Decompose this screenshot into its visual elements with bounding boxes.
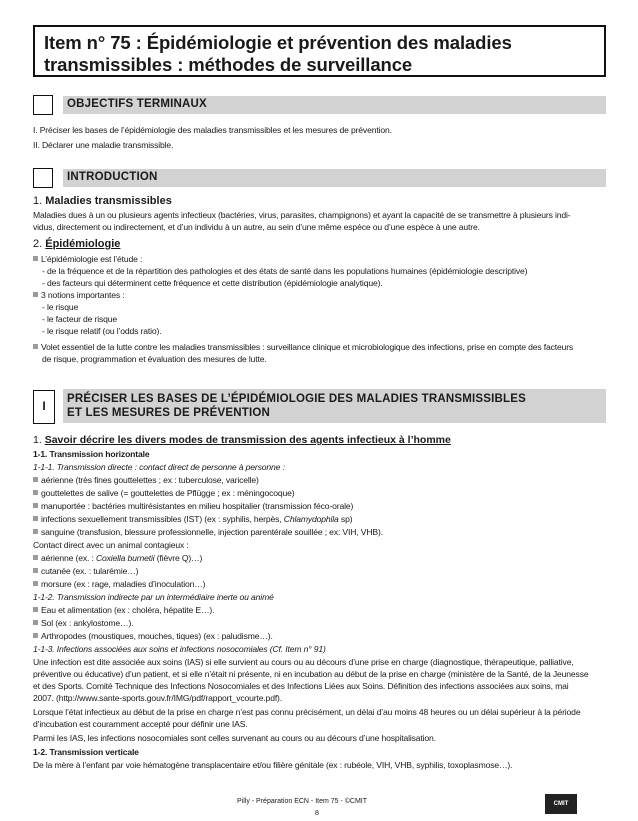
cmit-logo: CMIT: [545, 794, 577, 814]
text-line: Lorsque l’état infectieux au début de la prise en charge n’est pas connu précisément, un délai d’au moins 48 heures ou un délai supérieur à la période: [33, 707, 581, 717]
bullet-line: morsure (ex : rage, maladies d’inoculation…): [33, 579, 608, 590]
bullet-line: [33, 553, 608, 564]
heading-title: Maladies transmissibles: [45, 195, 172, 207]
text-line: - de la fréquence et de la répartition des pathologies et des états de santé dans les populations humaines (épidémiologie descriptive): [42, 266, 528, 276]
section-label-line: ET LES MESURES DE PRÉVENTION: [67, 407, 271, 419]
page-number: 8: [315, 810, 319, 817]
text-line: Parmi les IAS, les infections nosocomiales sont celles survenant au cours ou au décours d’une hospitalisation.: [33, 733, 436, 743]
heading-number: 2.: [33, 238, 43, 250]
section-header-objectifs: [33, 95, 606, 115]
text-line: - le risque: [42, 302, 79, 312]
heading-modes-transmission: [33, 434, 451, 447]
heading-maladies: [33, 195, 172, 208]
title-line: transmissibles : méthodes de surveillance: [44, 54, 413, 75]
bullet-line: cutanée (ex. : tularémie…): [33, 566, 608, 577]
section-label: INTRODUCTION: [67, 171, 158, 183]
bullet-line: Volet essentiel de la lutte contre les maladies transmissibles : surveillance clinique et microbiologique des infections, prise en compte des facteurs: [33, 342, 608, 353]
bullet-line: sanguine (transfusion, blessure professionnelle, injection parentérale souillée ; ex: VIH, VHB).: [33, 527, 608, 538]
text-line: 2007. (http://www.sante-sports.gouv.fr/IMG/pdf/rapport_vcourte.pdf).: [33, 693, 283, 703]
text-run: aérienne (ex. :: [41, 553, 96, 563]
item-title: [33, 25, 606, 77]
text-line: et des Sports. Comité Technique des Infections Nosocomiales et des Infections Liées aux Soins. Définition des infections associées aux soins, mai: [33, 681, 569, 691]
heading-title: Épidémiologie: [45, 238, 121, 250]
section-label: [67, 392, 547, 420]
bullet-line: Eau et alimentation (ex : choléra, hépatite E…).: [33, 605, 608, 616]
text-run: sp): [338, 514, 353, 524]
text-line: préventive ou éducative) d’un patient, et si elle n’était ni présente, ni en incubation au début de la prise en charge (ministère de la Santé, de la Jeunesse: [33, 669, 589, 679]
heading-number: 1.: [33, 195, 43, 207]
section-header-intro: [33, 168, 606, 188]
text-line: Maladies dues à un ou plusieurs agents infectieux (bactéries, virus, parasites, champignons) et ayant la capacité de se transmettre à plusieurs indi-: [33, 210, 571, 220]
section-square: [33, 168, 53, 188]
subheading: 1-1-1. Transmission directe : contact direct de personne à personne :: [33, 462, 285, 472]
footer-text: Pilly - Préparation ECN - Item 75 - ©CMIT: [237, 798, 368, 805]
text-line: Contact direct avec un animal contagieux :: [33, 540, 189, 550]
italic-run: Coxiella burnetii: [95, 553, 155, 563]
text-line: - le risque relatif (ou l’odds ratio).: [42, 326, 162, 336]
subheading: 1-1-2. Transmission indirecte par un intermédiaire inerte ou animé: [33, 592, 274, 602]
heading-epidemiologie: [33, 238, 120, 251]
subheading: 1-1. Transmission horizontale: [33, 449, 150, 459]
section-header-I: [33, 389, 606, 423]
text-line: - des facteurs qui déterminent cette fréquence et cette distribution (épidémiologie analytique).: [42, 278, 383, 288]
bullet-line: L’épidémiologie est l’étude :: [33, 254, 608, 265]
text-run: infections sexuellement transmissibles (IST) (ex : syphilis, herpès,: [41, 514, 284, 524]
bullet-line: gouttelettes de salive (= gouttelettes de Pflügge ; ex : méningocoque): [33, 488, 608, 499]
section-number: I: [33, 390, 55, 424]
text-line: vidus, directement ou indirectement, et d’un individu à un autre, au sein d’une même espèce ou d’une espèce à une autre.: [33, 222, 480, 232]
section-square: [33, 95, 53, 115]
bullet-line: aérienne (très fines gouttelettes ; ex : tuberculose, varicelle): [33, 475, 608, 486]
bullet-line: [33, 514, 608, 525]
text-line: - le facteur de risque: [42, 314, 118, 324]
text-run: (fièvre Q)…): [154, 553, 203, 563]
text-line: Une infection est dite associée aux soins (IAS) si elle survient au cours ou au décours d’une prise en charge (diagnostique, thérapeutique, palliative,: [33, 657, 574, 667]
bullet-line: manuportée : bactéries multirésistantes en milieu hospitalier (transmission féco-orale): [33, 501, 608, 512]
subheading: 1-2. Transmission verticale: [33, 747, 139, 757]
section-label: OBJECTIFS TERMINAUX: [67, 98, 207, 110]
text-line: de risque, programmation et évaluation des mesures de lutte.: [42, 354, 267, 364]
text-line: De la mère à l’enfant par voie hématogène transplacentaire et/ou filière génitale (ex : rubéole, VIH, VHB, syphilis, toxoplasmose…).: [33, 760, 513, 770]
title-line: Item n° 75 : Épidémiologie et prévention des maladies: [44, 32, 512, 53]
heading-number: 1.: [33, 434, 42, 446]
bullet-line: Sol (ex : ankylostome…).: [33, 618, 608, 629]
heading-title: Savoir décrire les divers modes de transmission des agents infectieux à l’homme: [44, 434, 451, 446]
objective-line: II. Déclarer une maladie transmissible.: [33, 140, 174, 150]
bullet-line: Arthropodes (moustiques, mouches, tiques) (ex : paludisme…).: [33, 631, 608, 642]
italic-run: Chlamydophila: [283, 514, 339, 524]
section-label-line: PRÉCISER LES BASES DE L’ÉPIDÉMIOLOGIE DES MALADIES TRANSMISSIBLES: [67, 393, 527, 405]
bullet-line: 3 notions importantes :: [33, 290, 608, 301]
subheading: 1-1-3. Infections associées aux soins et infections nosocomiales (Cf. Item n° 91): [33, 644, 326, 654]
text-line: d’incubation est couramment accepté pour définir une IAS.: [33, 719, 248, 729]
objective-line: I. Préciser les bases de l’épidémiologie des maladies transmissibles et les mesures de prévention.: [33, 125, 392, 135]
